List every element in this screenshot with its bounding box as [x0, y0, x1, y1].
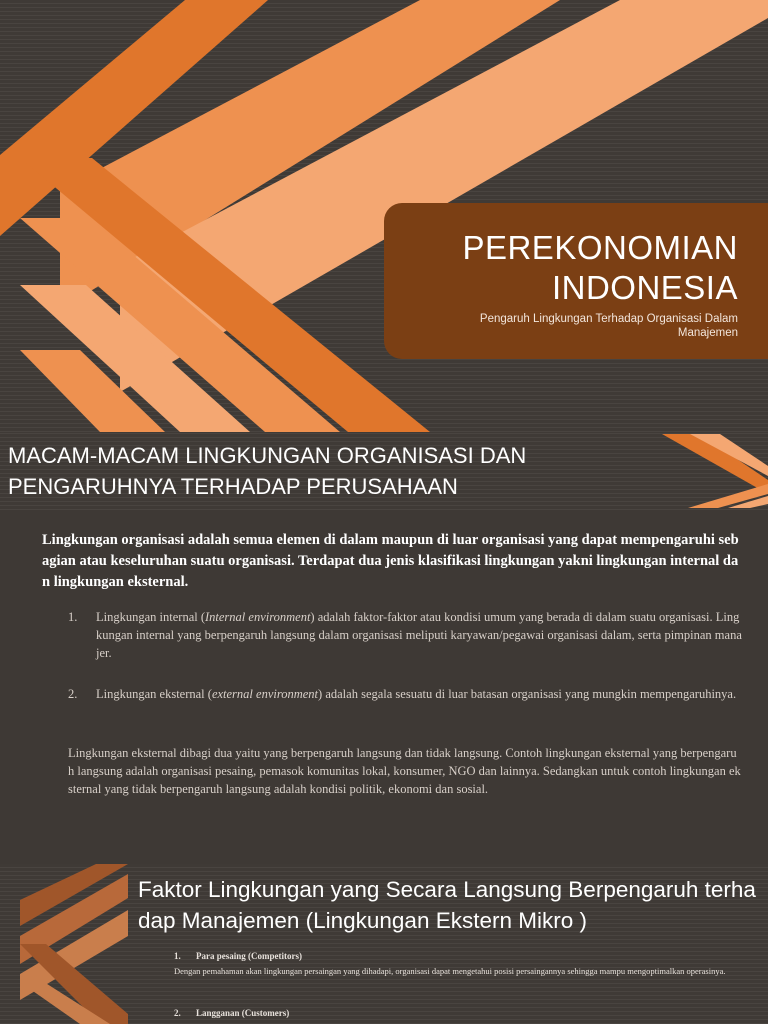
title-line-2: INDONESIA [551, 269, 738, 306]
list-number: 2. [68, 687, 78, 701]
presentation-subtitle [378, 312, 738, 340]
list-number: 1. [68, 610, 78, 624]
list-text: Lingkungan eksternal (external environment) adalah segala sesuatu di luar batasan organisasi yang mungkin mempengaruhinya. [96, 687, 737, 701]
slide-title-line-1: MACAM-MACAM LINGKUNGAN ORGANISASI DAN [8, 443, 527, 468]
list-text: Lingkungan internal (Internal environment) adalah faktor-faktor atau kondisi umum yang berada di dalam suatu organisasi. Lingkungan internal yang berpengaruh langsung dalam organisasi meliputi karyawan/pegawai organisasi dalam, serta pimpinan manajer. [96, 610, 742, 660]
chevron-side-icon [0, 864, 140, 1024]
content-slide-lingkungan [0, 432, 768, 864]
content-slide-faktor [0, 864, 768, 1024]
list-item [174, 1007, 744, 1019]
title-line-1: PEREKONOMIAN [462, 229, 738, 266]
italic-term: Internal environment [205, 610, 311, 624]
slide-header [0, 432, 768, 510]
body-paragraph: Lingkungan eksternal dibagi dua yaitu yang berpengaruh langsung dan tidak langsung. Contoh lingkungan eksternal yang berpengaruh langsung adalah organisasi pesaing, pemasok komunitas lokal, konsumer, NGO dan lainnya. Sedangkan untuk contoh lingkungan eksternal yang tidak berpengaruh langsung adalah kondisi politik, ekonomi dan sosial. [68, 746, 741, 796]
intro-paragraph: Lingkungan organisasi adalah semua elemen di dalam maupun di luar organisasi yang dapat mempengaruhi sebagian atau keseluruhan suatu organisasi. Terdapat dua jenis klasifikasi lingkungan yakni lingkungan internal dan lingkungan eksternal. [42, 532, 739, 590]
list-heading: 1. Para pesaing (Competitors) [174, 951, 302, 961]
list-item [174, 950, 744, 977]
presentation-title [378, 228, 738, 308]
list-heading: 2. Langganan (Customers) [174, 1008, 290, 1018]
slide-title [8, 440, 648, 502]
slide-title-line-2: PENGARUHNYA TERHADAP PERUSAHAAN [8, 474, 458, 499]
list-body: Dengan pemahaman akan lingkungan persaingan yang dihadapi, organisasi dapat mengetahui posisi persaingannya sehingga mampu mengoptimalkan operasinya. [174, 966, 726, 976]
slide-title: Faktor Lingkungan yang Secara Langsung Berpengaruh terhadap Manajemen (Lingkungan Ekstern Mikro ) [138, 877, 756, 933]
subtitle-line-2: Manajemen [677, 327, 738, 339]
subtitle-line-1: Pengaruh Lingkungan Terhadap Organisasi Dalam [479, 313, 738, 325]
title-slide [0, 0, 768, 432]
italic-term: external environment [211, 687, 319, 701]
